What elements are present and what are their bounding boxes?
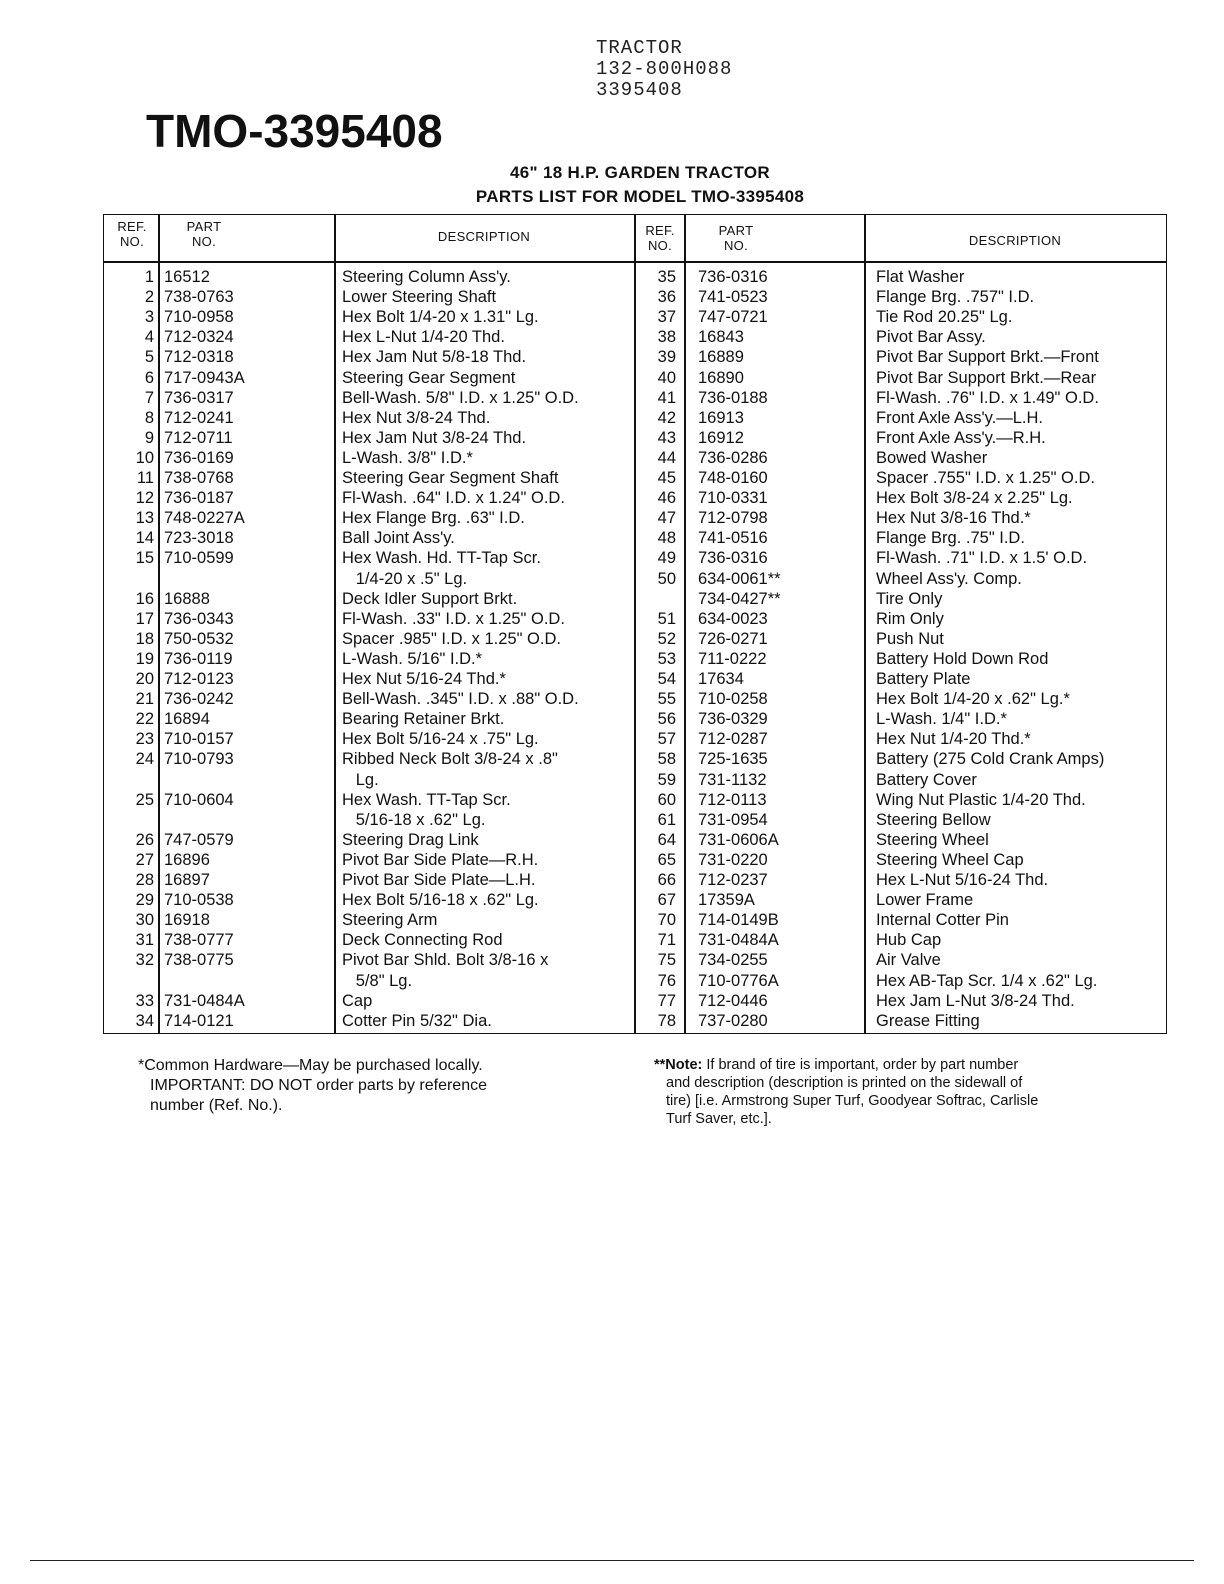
part-no-cell: 736-0317	[164, 388, 234, 407]
ref-no-cell: 25	[135, 790, 154, 809]
description-cell: Bell-Wash. .345" I.D. x .88" O.D.	[342, 690, 579, 709]
ref-no-cell: 30	[135, 911, 154, 930]
description-cell: Front Axle Ass'y.—R.H.	[876, 428, 1046, 447]
header-part-no: PART NO.	[186, 219, 222, 249]
part-no-cell: 16897	[164, 871, 210, 889]
ref-no-cell: 47	[657, 509, 676, 528]
part-no-cell: 736-0343	[164, 609, 234, 628]
ref-no-cell: 1	[144, 268, 154, 286]
description-cell: Lower Steering Shaft	[342, 288, 497, 307]
document-subtitle: 46" 18 H.P. GARDEN TRACTOR	[510, 163, 770, 182]
description-cell: L-Wash. 5/16" I.D.*	[342, 649, 483, 668]
part-no-cell: 736-0188	[698, 388, 768, 407]
header-product-type: TRACTOR	[596, 37, 683, 59]
ref-no-cell: 67	[657, 891, 676, 910]
column-divider	[158, 215, 160, 1033]
description-cell: L-Wash. 3/8" I.D.*	[342, 448, 473, 467]
part-no-cell: 748-0160	[698, 469, 768, 487]
ref-no-cell: 58	[657, 750, 676, 769]
description-cell: Steering Drag Link	[342, 830, 479, 849]
ref-no-cell: 71	[657, 931, 676, 950]
ref-no-cell: 12	[135, 489, 154, 508]
ref-no-cell: 40	[657, 368, 676, 387]
column-divider	[634, 215, 636, 1033]
tire-brand-note: **Note: If brand of tire is important, order by part number and description (description is printed on the sidewall of tire) [i.e. Armstrong Super Turf, Goodyear Softrac, Carlisle Turf Saver, etc.].	[654, 1057, 1039, 1127]
model-title: TMO-3395408	[146, 105, 443, 157]
column-divider	[334, 215, 336, 1033]
part-no-cell: 710-0538	[164, 891, 234, 910]
header-block	[596, 38, 732, 101]
description-cell: Hex Nut 3/8-24 Thd.	[342, 408, 491, 427]
part-no-cell: 710-0331	[698, 489, 768, 508]
description-cell: Front Axle Ass'y.—L.H.	[876, 408, 1043, 427]
part-no-cell: 16912	[698, 428, 744, 447]
part-no-cell: 747-0579	[164, 830, 234, 849]
part-no-cell: 634-0023	[698, 609, 768, 628]
part-no-cell: 712-0237	[698, 871, 768, 889]
header-number: 3395408	[596, 79, 683, 101]
part-no-cell: 736-0187	[164, 489, 234, 508]
ref-no-cell: 13	[135, 509, 154, 528]
ref-no-cell: 34	[135, 1011, 154, 1030]
ref-no-cell: 65	[657, 850, 676, 869]
part-no-cell: 736-0242	[164, 690, 234, 709]
description-cell: Flange Brg. .757" I.D.	[876, 288, 1035, 307]
description-cell: Steering Arm	[342, 911, 438, 930]
ref-no-cell: 9	[144, 428, 154, 447]
ref-no-cell: 21	[135, 690, 154, 709]
description-cell: Hex Jam Nut 3/8-24 Thd.	[342, 428, 527, 447]
header-description: DESCRIPTION	[437, 229, 531, 244]
part-no-cell: 736-0316	[698, 549, 768, 568]
part-no-cell: 712-0113	[698, 790, 767, 809]
bottom-rule	[30, 1560, 1194, 1561]
column-divider	[684, 215, 686, 1033]
description-cell: Wing Nut Plastic 1/4-20 Thd.	[876, 790, 1086, 809]
ref-no-cell: 45	[657, 469, 676, 487]
description-cell: Steering Bellow	[876, 810, 991, 829]
description-cell: Steering Column Ass'y.	[342, 268, 511, 286]
ref-no-cell: 35	[657, 268, 676, 286]
part-no-cell: 712-0287	[698, 730, 768, 749]
part-no-cell: 16889	[698, 348, 744, 367]
description-cell: 1/4-20 x .5" Lg.	[342, 569, 468, 588]
part-no-cell: 710-0776A	[698, 971, 779, 990]
part-no-cell: 717-0943A	[164, 368, 245, 387]
ref-no-cell: 57	[657, 730, 676, 749]
description-cell: Battery Cover	[876, 770, 977, 789]
part-no-cell: 736-0119	[164, 649, 233, 668]
ref-no-cell: 52	[657, 629, 676, 648]
ref-no-cell: 43	[657, 428, 676, 447]
description-cell: Lower Frame	[876, 891, 974, 910]
ref-no-cell: 70	[657, 911, 676, 930]
part-no-cell: 712-0798	[698, 509, 768, 528]
description-cell: Fl-Wash. .71" I.D. x 1.5' O.D.	[876, 549, 1088, 568]
part-no-cell: 731-0484A	[698, 931, 779, 950]
part-no-cell: 731-0220	[698, 850, 768, 869]
ref-no-cell: 51	[657, 609, 676, 628]
description-cell: Push Nut	[876, 629, 944, 648]
part-no-cell: 710-0604	[164, 790, 234, 809]
ref-no-cell: 11	[136, 469, 154, 487]
part-no-cell: 731-0954	[698, 810, 768, 829]
part-no-cell: 634-0061**	[698, 569, 781, 588]
part-no-cell: 738-0768	[164, 469, 234, 487]
part-no-cell: 741-0523	[698, 288, 768, 307]
ref-no-cell: 6	[144, 368, 154, 387]
ref-no-cell: 8	[144, 408, 154, 427]
ref-no-cell: 23	[135, 730, 154, 749]
ref-no-cell: 29	[135, 891, 154, 910]
description-cell: Battery Plate	[876, 670, 971, 688]
ref-no-cell: 64	[657, 830, 676, 849]
description-cell: Pivot Bar Support Brkt.—Rear	[876, 368, 1097, 387]
description-cell: Pivot Bar Side Plate—L.H.	[342, 871, 536, 889]
ref-no-cell: 55	[657, 690, 676, 709]
header-model-code: 132-800H088	[596, 58, 733, 80]
part-no-cell: 16896	[164, 850, 210, 869]
part-no-cell: 710-0599	[164, 549, 234, 568]
description-cell: Pivot Bar Shld. Bolt 3/8-16 x	[342, 951, 549, 970]
ref-no-cell: 17	[135, 609, 154, 628]
part-no-cell: 734-0427**	[698, 589, 781, 608]
ref-no-cell: 4	[144, 328, 154, 347]
description-cell: Grease Fitting	[876, 1011, 980, 1030]
ref-no-cell: 50	[657, 569, 676, 588]
parts-list-title: PARTS LIST FOR MODEL TMO-3395408	[475, 187, 805, 206]
ref-no-cell: 3	[144, 308, 154, 327]
description-cell: Deck Idler Support Brkt.	[342, 589, 518, 608]
part-no-cell: 712-0241	[164, 408, 234, 427]
part-no-cell: 712-0324	[164, 328, 234, 347]
description-cell: Hex Bolt 5/16-24 x .75" Lg.	[342, 730, 539, 749]
ref-no-cell: 5	[144, 348, 154, 367]
ref-no-cell: 37	[657, 308, 676, 327]
ref-no-cell: 26	[135, 830, 154, 849]
part-no-cell: 736-0329	[698, 710, 768, 729]
ref-no-cell: 36	[657, 288, 676, 307]
description-cell: Flat Washer	[876, 268, 965, 286]
part-no-cell: 16890	[698, 368, 744, 387]
description-cell: 5/8" Lg.	[342, 971, 413, 990]
description-cell: Hex AB-Tap Scr. 1/4 x .62" Lg.	[876, 971, 1098, 990]
part-no-cell: 725-1635	[698, 750, 768, 769]
description-cell: Rim Only	[876, 609, 944, 628]
ref-no-cell: 7	[144, 388, 154, 407]
part-no-cell: 741-0516	[698, 529, 768, 548]
description-cell: Bearing Retainer Brkt.	[342, 710, 505, 729]
part-no-cell: 748-0227A	[164, 509, 245, 528]
description-cell: Fl-Wash. .76" I.D. x 1.49" O.D.	[876, 388, 1099, 407]
part-no-cell: 710-0157	[164, 730, 234, 749]
description-cell: Steering Gear Segment Shaft	[342, 469, 559, 487]
part-no-cell: 16913	[698, 408, 744, 427]
description-cell: Hub Cap	[876, 931, 942, 950]
part-no-cell: 734-0255	[698, 951, 768, 970]
description-cell: Hex Wash. TT-Tap Scr.	[342, 790, 511, 809]
ref-no-cell: 75	[657, 951, 676, 970]
part-no-cell: 712-0318	[164, 348, 234, 367]
ref-no-cell: 33	[135, 991, 154, 1010]
part-no-cell: 726-0271	[698, 629, 768, 648]
part-no-cell: 17359A	[698, 891, 755, 910]
description-cell: Flange Brg. .75" I.D.	[876, 529, 1025, 548]
ref-no-cell: 48	[657, 529, 676, 548]
header-divider	[104, 261, 1166, 263]
description-cell: Hex Bolt 3/8-24 x 2.25" Lg.	[876, 489, 1073, 508]
part-no-cell: 16918	[164, 911, 210, 930]
description-cell: Fl-Wash. .64" I.D. x 1.24" O.D.	[342, 489, 565, 508]
description-cell: Air Valve	[876, 951, 941, 970]
description-cell: Spacer .755" I.D. x 1.25" O.D.	[876, 469, 1095, 487]
part-no-cell: 16843	[698, 328, 744, 347]
part-no-cell: 710-0958	[164, 308, 234, 327]
part-no-cell: 750-0532	[164, 629, 234, 648]
part-no-cell: 747-0721	[698, 308, 768, 327]
description-cell: Hex L-Nut 1/4-20 Thd.	[342, 328, 505, 347]
description-cell: Hex Bolt 1/4-20 x .62" Lg.*	[876, 690, 1070, 709]
part-no-cell: 16512	[164, 268, 210, 286]
part-no-cell: 16888	[164, 589, 210, 608]
description-cell: Cotter Pin 5/32" Dia.	[342, 1011, 492, 1030]
ref-no-cell: 42	[657, 408, 676, 427]
ref-no-cell: 19	[135, 649, 154, 668]
common-hardware-note: *Common Hardware—May be purchased locally. IMPORTANT: DO NOT order parts by reference number (Ref. No.).	[138, 1057, 487, 1114]
description-cell: L-Wash. 1/4" I.D.*	[876, 710, 1007, 729]
ref-no-cell: 56	[657, 710, 676, 729]
part-no-cell: 736-0169	[164, 448, 234, 467]
ref-no-cell: 14	[135, 529, 154, 548]
ref-no-cell: 61	[657, 810, 676, 829]
header-ref-no: REF. NO.	[117, 219, 147, 249]
description-cell: Hex L-Nut 5/16-24 Thd.	[876, 871, 1049, 889]
description-cell: Deck Connecting Rod	[342, 931, 503, 950]
part-no-cell: 710-0258	[698, 690, 768, 709]
part-no-cell: 738-0777	[164, 931, 234, 950]
ref-no-cell: 20	[135, 670, 154, 688]
part-no-cell: 711-0222	[698, 649, 767, 668]
ref-no-cell: 78	[657, 1011, 676, 1030]
part-no-cell: 736-0316	[698, 268, 768, 286]
ref-no-cell: 53	[657, 649, 676, 668]
description-cell: Hex Bolt 5/16-18 x .62" Lg.	[342, 891, 539, 910]
description-cell: Hex Wash. Hd. TT-Tap Scr.	[342, 549, 541, 568]
description-cell: Hex Nut 5/16-24 Thd.*	[342, 670, 506, 688]
ref-no-cell: 10	[135, 448, 154, 467]
description-cell: Ball Joint Ass'y.	[342, 529, 455, 548]
ref-no-cell: 66	[657, 871, 676, 889]
header-part-no-right: PART NO.	[718, 223, 754, 253]
part-no-cell: 710-0793	[164, 750, 234, 769]
ref-no-cell: 22	[135, 710, 154, 729]
description-cell: Hex Flange Brg. .63" I.D.	[342, 509, 525, 528]
ref-no-cell: 76	[657, 971, 676, 990]
description-cell: Fl-Wash. .33" I.D. x 1.25" O.D.	[342, 609, 565, 628]
ref-no-cell: 44	[657, 448, 676, 467]
description-cell: Battery Hold Down Rod	[876, 649, 1049, 668]
ref-no-cell: 60	[657, 790, 676, 809]
part-no-cell: 731-1132	[698, 770, 767, 789]
part-no-cell: 738-0775	[164, 951, 234, 970]
part-no-cell: 16894	[164, 710, 210, 729]
ref-no-cell: 18	[135, 629, 154, 648]
ref-no-cell: 31	[135, 931, 154, 950]
description-cell: Cap	[342, 991, 373, 1010]
header-description-right: DESCRIPTION	[968, 233, 1062, 248]
note-label: **Note:	[654, 1057, 703, 1073]
description-cell: Wheel Ass'y. Comp.	[876, 569, 1022, 588]
part-no-cell: 17634	[698, 670, 744, 688]
ref-no-cell: 39	[657, 348, 676, 367]
ref-no-cell: 59	[657, 770, 676, 789]
part-no-cell: 714-0121	[164, 1011, 234, 1030]
part-no-cell: 714-0149B	[698, 911, 779, 930]
ref-no-cell: 77	[657, 991, 676, 1010]
description-cell: Hex Nut 3/8-16 Thd.*	[876, 509, 1031, 528]
description-cell: Steering Wheel	[876, 830, 989, 849]
description-cell: 5/16-18 x .62" Lg.	[342, 810, 486, 829]
ref-no-cell: 41	[657, 388, 676, 407]
ref-no-cell: 46	[657, 489, 676, 508]
part-no-cell: 738-0763	[164, 288, 234, 307]
description-cell: Pivot Bar Support Brkt.—Front	[876, 348, 1099, 367]
part-no-cell: 712-0123	[164, 670, 234, 688]
part-no-cell: 736-0286	[698, 448, 768, 467]
ref-no-cell: 16	[135, 589, 154, 608]
description-cell: Battery (275 Cold Crank Amps)	[876, 750, 1105, 769]
part-no-cell: 731-0606A	[698, 830, 779, 849]
header-ref-no-right: REF. NO.	[645, 223, 675, 253]
ref-no-cell: 27	[135, 850, 154, 869]
description-cell: Steering Gear Segment	[342, 368, 516, 387]
description-cell: Hex Nut 1/4-20 Thd.*	[876, 730, 1031, 749]
ref-no-cell: 49	[657, 549, 676, 568]
ref-no-cell: 24	[135, 750, 154, 769]
description-cell: Tire Only	[876, 589, 943, 608]
description-cell: Pivot Bar Side Plate—R.H.	[342, 850, 539, 869]
part-no-cell: 712-0711	[164, 428, 233, 447]
description-cell: Hex Jam L-Nut 3/8-24 Thd.	[876, 991, 1075, 1010]
part-no-cell: 731-0484A	[164, 991, 245, 1010]
description-cell: Internal Cotter Pin	[876, 911, 1009, 930]
description-cell: Steering Wheel Cap	[876, 850, 1024, 869]
description-cell: Spacer .985" I.D. x 1.25" O.D.	[342, 629, 561, 648]
part-no-cell: 737-0280	[698, 1011, 768, 1030]
description-cell: Pivot Bar Assy.	[876, 328, 986, 347]
description-cell: Lg.	[342, 770, 379, 789]
part-no-cell: 723-3018	[164, 529, 234, 548]
part-no-cell: 712-0446	[698, 991, 768, 1010]
column-divider	[864, 215, 866, 1033]
description-cell: Ribbed Neck Bolt 3/8-24 x .8"	[342, 750, 558, 769]
ref-no-cell: 2	[144, 288, 154, 307]
description-cell: Bell-Wash. 5/8" I.D. x 1.25" O.D.	[342, 388, 579, 407]
ref-no-cell: 38	[657, 328, 676, 347]
ref-no-cell: 15	[135, 549, 154, 568]
description-cell: Tie Rod 20.25" Lg.	[876, 308, 1013, 327]
parts-table	[103, 214, 1167, 1034]
ref-no-cell: 28	[135, 871, 154, 889]
ref-no-cell: 54	[657, 670, 676, 688]
ref-no-cell: 32	[135, 951, 154, 970]
description-cell: Hex Jam Nut 5/8-18 Thd.	[342, 348, 527, 367]
description-cell: Bowed Washer	[876, 448, 988, 467]
description-cell: Hex Bolt 1/4-20 x 1.31" Lg.	[342, 308, 539, 327]
